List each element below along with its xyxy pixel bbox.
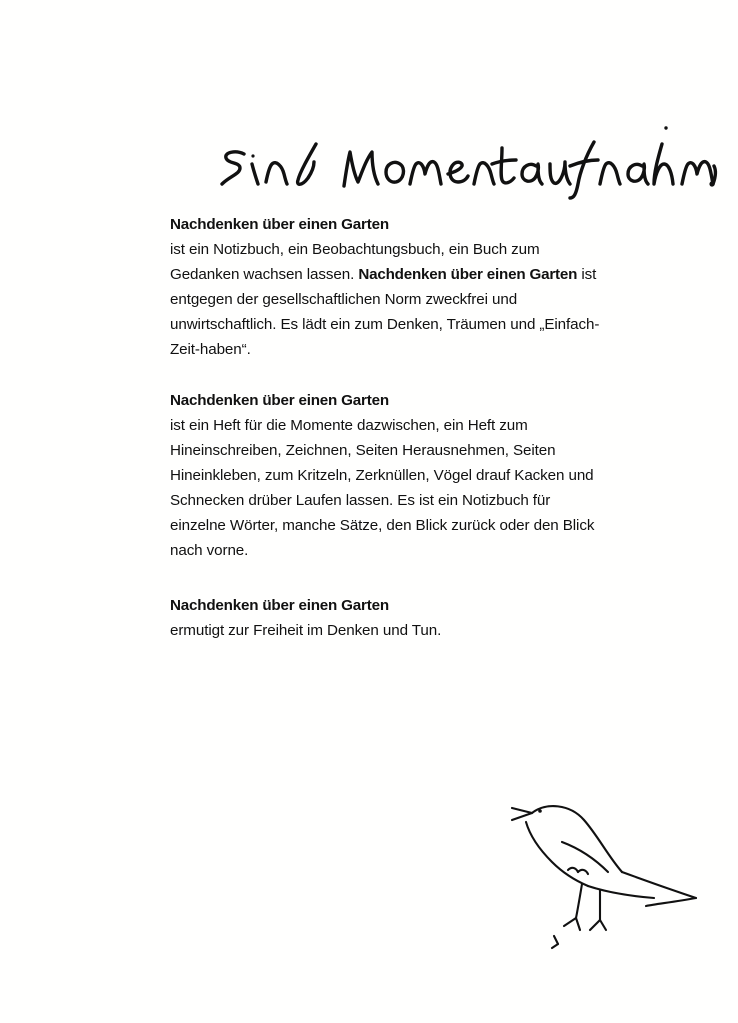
paragraph-3-body: ermutigt zur Freiheit im Denken und Tun. — [170, 622, 442, 639]
bird-drawing-icon — [496, 780, 716, 960]
handwritten-headline — [196, 128, 716, 208]
paragraph-1-text-before: ist ein Notizbuch, ein Beobachtungsbuch, ein Buch zum Gedanken wachsen lassen. — [170, 241, 540, 283]
paragraph-3 — [170, 593, 610, 643]
paragraph-1-inline-title: Nachdenken über einen Garten — [358, 266, 578, 283]
document-body — [170, 212, 610, 643]
paragraph-2 — [170, 388, 610, 563]
paragraph-2-title: Nachdenken über einen Garten — [170, 392, 389, 409]
paragraph-2-body: ist ein Heft für die Momente dazwischen, ein Heft zum Hineinschreiben, Zeichnen, Seiten Herausnehmen, Seiten Hineinkleben, zum Kritzeln, Zerknüllen, Vögel drauf Kacken und Schnecken drüber Laufen lassen. Es ist ein Notizbuch für einzelne Wörter, manche Sätze, den Blick zurück oder den Blick nach vorne. — [170, 417, 595, 559]
paragraph-1 — [170, 212, 610, 362]
paragraph-1-title: Nachdenken über einen Garten — [170, 216, 389, 233]
paragraph-1-text-after: ist entgegen der gesellschaftlichen Norm zweckfrei und unwirtschaftlich. Es lädt ein zum Denken, Träumen und „Einfach-Zeit-haben“. — [170, 266, 600, 358]
paragraph-3-title: Nachdenken über einen Garten — [170, 597, 389, 614]
